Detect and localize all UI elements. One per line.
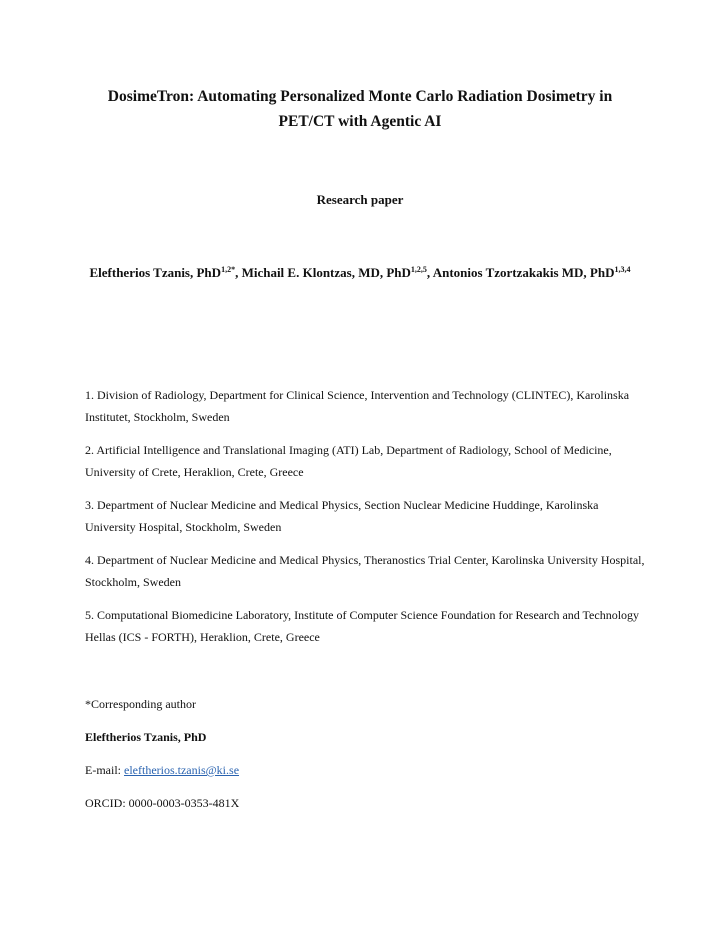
author-affiliation-marks: 1,2,5 bbox=[410, 265, 427, 274]
corresponding-author-name: Eleftherios Tzanis, PhD bbox=[85, 730, 207, 744]
author-affiliation-marks: 1,2* bbox=[221, 265, 236, 274]
author-separator: , bbox=[426, 265, 433, 280]
affiliation-item: 3. Department of Nuclear Medicine and Medical Physics, Section Nuclear Medicine Huddinge, Karolinska University Hospital, Stockholm, Sweden bbox=[85, 498, 599, 534]
corresponding-author-label: *Corresponding author bbox=[85, 697, 196, 711]
corresponding-author-email bbox=[85, 760, 239, 780]
author-name: Eleftherios Tzanis, PhD bbox=[89, 265, 222, 280]
paper-type: Research paper bbox=[316, 192, 404, 207]
paper-title bbox=[60, 84, 660, 134]
orcid-id: ORCID: 0000-0003-0353-481X bbox=[85, 796, 240, 810]
title-line-1: DosimeTron: Automating Personalized Monte Carlo Radiation Dosimetry in bbox=[107, 88, 613, 105]
author-name: Antonios Tzortzakakis MD, PhD bbox=[432, 265, 615, 280]
affiliation-list bbox=[85, 384, 645, 659]
author-list bbox=[70, 260, 650, 285]
email-link[interactable]: eleftherios.tzanis@ki.se bbox=[124, 763, 240, 777]
affiliation-item: 2. Artificial Intelligence and Translational Imaging (ATI) Lab, Department of Radiology, School of Medicine, University of Crete, Heraklion, Crete, Greece bbox=[85, 443, 612, 479]
author-name: Michail E. Klontzas, MD, PhD bbox=[241, 265, 411, 280]
affiliation-item: 4. Department of Nuclear Medicine and Medical Physics, Theranostics Trial Center, Karolinska University Hospital, Stockholm, Sweden bbox=[85, 553, 645, 589]
affiliation-item: 5. Computational Biomedicine Laboratory, Institute of Computer Science Foundation for Research and Technology Hellas (ICS - FORTH), Heraklion, Crete, Greece bbox=[85, 608, 640, 644]
title-line-2: PET/CT with Agentic AI bbox=[278, 113, 442, 130]
affiliation-item: 1. Division of Radiology, Department for Clinical Science, Intervention and Technology (CLINTEC), Karolinska Institutet, Stockholm, Sweden bbox=[85, 388, 630, 424]
email-label: E-mail: bbox=[85, 763, 124, 777]
author-affiliation-marks: 1,3,4 bbox=[614, 265, 631, 274]
author-separator: , bbox=[235, 265, 242, 280]
